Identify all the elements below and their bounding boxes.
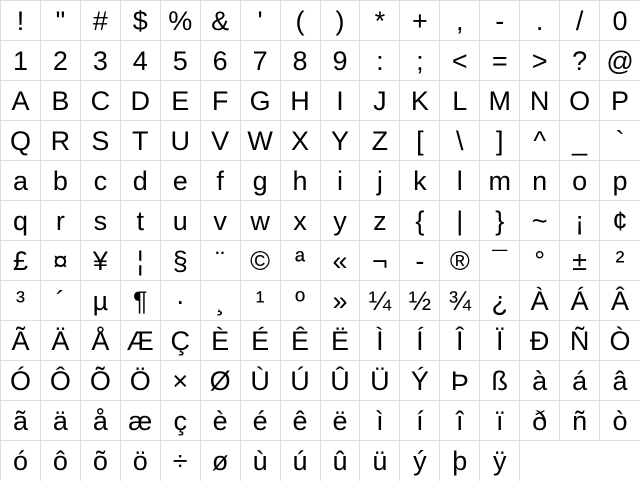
char-cell[interactable]: 6: [201, 41, 241, 81]
char-cell[interactable]: ü: [360, 441, 400, 481]
char-cell[interactable]: Ó: [1, 361, 41, 401]
char-cell[interactable]: Ç: [161, 321, 201, 361]
char-cell[interactable]: C: [81, 81, 121, 121]
char-cell[interactable]: ~: [520, 201, 560, 241]
char-cell[interactable]: Ð: [520, 321, 560, 361]
char-cell[interactable]: *: [360, 1, 400, 41]
char-cell[interactable]: a: [1, 161, 41, 201]
empty-cells: [520, 441, 640, 481]
char-cell[interactable]: N: [520, 81, 560, 121]
char-cell[interactable]: Ñ: [560, 321, 600, 361]
char-cell[interactable]: í: [400, 401, 440, 441]
char-cell[interactable]: s: [81, 201, 121, 241]
char-cell[interactable]: Á: [560, 281, 600, 321]
char-cell[interactable]: ®: [440, 241, 480, 281]
char-cell[interactable]: (: [281, 1, 321, 41]
char-cell[interactable]: ^: [520, 121, 560, 161]
char-cell[interactable]: ¼: [360, 281, 400, 321]
char-cell[interactable]: Ü: [360, 361, 400, 401]
char-cell[interactable]: v: [201, 201, 241, 241]
char-cell[interactable]: U: [161, 121, 201, 161]
char-cell[interactable]: 3: [81, 41, 121, 81]
char-cell[interactable]: 4: [121, 41, 161, 81]
char-cell[interactable]: g: [241, 161, 281, 201]
char-cell[interactable]: X: [281, 121, 321, 161]
char-cell[interactable]: ": [41, 1, 81, 41]
char-cell[interactable]: <: [440, 41, 480, 81]
char-cell[interactable]: Æ: [121, 321, 161, 361]
char-cell[interactable]: H: [281, 81, 321, 121]
char-cell[interactable]: ¸: [201, 281, 241, 321]
char-cell[interactable]: y: [321, 201, 361, 241]
char-cell[interactable]: Ã: [1, 321, 41, 361]
char-cell[interactable]: «: [321, 241, 361, 281]
char-cell[interactable]: ¬: [360, 241, 400, 281]
char-cell[interactable]: £: [1, 241, 41, 281]
char-cell[interactable]: Å: [81, 321, 121, 361]
char-cell[interactable]: Ú: [281, 361, 321, 401]
char-cell[interactable]: Y: [321, 121, 361, 161]
char-cell[interactable]: þ: [440, 441, 480, 481]
char-cell[interactable]: e: [161, 161, 201, 201]
char-cell[interactable]: @: [600, 41, 640, 81]
char-cell[interactable]: n: [520, 161, 560, 201]
char-cell[interactable]: B: [41, 81, 81, 121]
char-cell[interactable]: d: [121, 161, 161, 201]
char-cell[interactable]: Î: [440, 321, 480, 361]
char-cell[interactable]: q: [1, 201, 41, 241]
char-cell[interactable]: ·: [161, 281, 201, 321]
char-cell[interactable]: ¨: [201, 241, 241, 281]
char-cell[interactable]: ;: [400, 41, 440, 81]
char-cell[interactable]: Û: [321, 361, 361, 401]
char-cell[interactable]: ¯: [480, 241, 520, 281]
char-cell[interactable]: ã: [1, 401, 41, 441]
char-cell[interactable]: ß: [480, 361, 520, 401]
char-cell[interactable]: ¾: [440, 281, 480, 321]
char-cell[interactable]: ): [321, 1, 361, 41]
char-cell[interactable]: ½: [400, 281, 440, 321]
char-cell[interactable]: Ä: [41, 321, 81, 361]
char-cell[interactable]: ¶: [121, 281, 161, 321]
char-cell[interactable]: Ö: [121, 361, 161, 401]
char-cell[interactable]: û: [321, 441, 361, 481]
char-cell[interactable]: K: [400, 81, 440, 121]
char-cell[interactable]: Ô: [41, 361, 81, 401]
char-cell[interactable]: +: [400, 1, 440, 41]
char-cell[interactable]: ©: [241, 241, 281, 281]
char-cell[interactable]: $: [121, 1, 161, 41]
char-cell[interactable]: %: [161, 1, 201, 41]
char-cell[interactable]: w: [241, 201, 281, 241]
char-cell[interactable]: k: [400, 161, 440, 201]
char-cell[interactable]: ì: [360, 401, 400, 441]
char-cell[interactable]: ö: [121, 441, 161, 481]
char-cell[interactable]: S: [81, 121, 121, 161]
char-cell[interactable]: È: [201, 321, 241, 361]
char-cell[interactable]: .: [520, 1, 560, 41]
char-cell[interactable]: o: [560, 161, 600, 201]
char-cell[interactable]: Z: [360, 121, 400, 161]
char-cell[interactable]: &: [201, 1, 241, 41]
char-cell[interactable]: ?: [560, 41, 600, 81]
char-cell[interactable]: z: [360, 201, 400, 241]
char-cell[interactable]: î: [440, 401, 480, 441]
char-cell[interactable]: ô: [41, 441, 81, 481]
char-cell[interactable]: ò: [600, 401, 640, 441]
char-cell[interactable]: ´: [41, 281, 81, 321]
char-cell[interactable]: 9: [321, 41, 361, 81]
char-cell[interactable]: R: [41, 121, 81, 161]
char-cell[interactable]: Ì: [360, 321, 400, 361]
char-cell[interactable]: ê: [281, 401, 321, 441]
char-cell[interactable]: ]: [480, 121, 520, 161]
char-cell[interactable]: å: [81, 401, 121, 441]
char-cell[interactable]: ø: [201, 441, 241, 481]
char-cell[interactable]: ý: [400, 441, 440, 481]
char-cell[interactable]: ±: [560, 241, 600, 281]
char-cell[interactable]: ï: [480, 401, 520, 441]
char-cell[interactable]: Â: [600, 281, 640, 321]
char-cell[interactable]: ¤: [41, 241, 81, 281]
char-cell[interactable]: \: [440, 121, 480, 161]
char-cell[interactable]: x: [281, 201, 321, 241]
char-cell[interactable]: ²: [600, 241, 640, 281]
char-cell[interactable]: c: [81, 161, 121, 201]
char-cell[interactable]: ¡: [560, 201, 600, 241]
char-cell[interactable]: #: [81, 1, 121, 41]
char-cell[interactable]: ,: [440, 1, 480, 41]
char-cell[interactable]: ñ: [560, 401, 600, 441]
char-cell[interactable]: 1: [1, 41, 41, 81]
char-cell[interactable]: É: [241, 321, 281, 361]
char-cell[interactable]: ÷: [161, 441, 201, 481]
char-cell[interactable]: m: [480, 161, 520, 201]
char-cell[interactable]: ä: [41, 401, 81, 441]
char-cell[interactable]: ': [241, 1, 281, 41]
char-cell[interactable]: Ë: [321, 321, 361, 361]
char-cell[interactable]: I: [321, 81, 361, 121]
char-cell[interactable]: â: [600, 361, 640, 401]
char-cell[interactable]: M: [480, 81, 520, 121]
char-cell[interactable]: 7: [241, 41, 281, 81]
char-cell[interactable]: u: [161, 201, 201, 241]
char-cell[interactable]: ¥: [81, 241, 121, 281]
char-cell[interactable]: F: [201, 81, 241, 121]
char-cell[interactable]: ó: [1, 441, 41, 481]
char-cell[interactable]: ¢: [600, 201, 640, 241]
char-cell[interactable]: L: [440, 81, 480, 121]
char-cell[interactable]: i: [321, 161, 361, 201]
char-cell[interactable]: ª: [281, 241, 321, 281]
char-cell[interactable]: -: [480, 1, 520, 41]
char-cell[interactable]: Ø: [201, 361, 241, 401]
char-cell[interactable]: =: [480, 41, 520, 81]
char-cell[interactable]: ë: [321, 401, 361, 441]
char-cell[interactable]: Ê: [281, 321, 321, 361]
char-cell[interactable]: á: [560, 361, 600, 401]
char-cell[interactable]: Ý: [400, 361, 440, 401]
char-cell[interactable]: r: [41, 201, 81, 241]
char-cell[interactable]: j: [360, 161, 400, 201]
char-cell[interactable]: p: [600, 161, 640, 201]
char-cell[interactable]: /: [560, 1, 600, 41]
char-cell[interactable]: ù: [241, 441, 281, 481]
char-cell[interactable]: T: [121, 121, 161, 161]
char-cell[interactable]: µ: [81, 281, 121, 321]
char-cell[interactable]: 2: [41, 41, 81, 81]
char-cell[interactable]: !: [1, 1, 41, 41]
char-cell[interactable]: ×: [161, 361, 201, 401]
char-cell[interactable]: é: [241, 401, 281, 441]
char-cell[interactable]: l: [440, 161, 480, 201]
char-cell[interactable]: G: [241, 81, 281, 121]
char-cell[interactable]: b: [41, 161, 81, 201]
char-cell[interactable]: ¦: [121, 241, 161, 281]
char-cell[interactable]: t: [121, 201, 161, 241]
char-cell[interactable]: è: [201, 401, 241, 441]
char-cell[interactable]: 8: [281, 41, 321, 81]
char-cell[interactable]: {: [400, 201, 440, 241]
char-cell[interactable]: Q: [1, 121, 41, 161]
char-cell[interactable]: O: [560, 81, 600, 121]
char-cell[interactable]: W: [241, 121, 281, 161]
char-cell[interactable]: E: [161, 81, 201, 121]
char-cell[interactable]: º: [281, 281, 321, 321]
char-cell[interactable]: §: [161, 241, 201, 281]
char-cell[interactable]: }: [480, 201, 520, 241]
char-cell[interactable]: V: [201, 121, 241, 161]
char-cell[interactable]: æ: [121, 401, 161, 441]
char-cell[interactable]: [: [400, 121, 440, 161]
char-cell[interactable]: Ò: [600, 321, 640, 361]
char-cell[interactable]: A: [1, 81, 41, 121]
char-cell[interactable]: h: [281, 161, 321, 201]
char-cell[interactable]: »: [321, 281, 361, 321]
char-cell[interactable]: D: [121, 81, 161, 121]
char-cell[interactable]: ÿ: [480, 441, 520, 481]
char-cell[interactable]: `: [600, 121, 640, 161]
char-cell[interactable]: Ï: [480, 321, 520, 361]
char-cell[interactable]: f: [201, 161, 241, 201]
char-cell[interactable]: ³: [1, 281, 41, 321]
char-cell[interactable]: à: [520, 361, 560, 401]
char-cell[interactable]: °: [520, 241, 560, 281]
char-cell[interactable]: _: [560, 121, 600, 161]
char-cell[interactable]: Í: [400, 321, 440, 361]
char-cell[interactable]: Ù: [241, 361, 281, 401]
char-cell[interactable]: :: [360, 41, 400, 81]
char-cell[interactable]: |: [440, 201, 480, 241]
char-cell[interactable]: 0: [600, 1, 640, 41]
char-cell[interactable]: 5: [161, 41, 201, 81]
char-cell[interactable]: >: [520, 41, 560, 81]
char-cell[interactable]: ¿: [480, 281, 520, 321]
char-cell[interactable]: Õ: [81, 361, 121, 401]
char-cell[interactable]: Þ: [440, 361, 480, 401]
char-cell[interactable]: ð: [520, 401, 560, 441]
char-cell[interactable]: ¹: [241, 281, 281, 321]
char-cell[interactable]: õ: [81, 441, 121, 481]
char-cell[interactable]: À: [520, 281, 560, 321]
char-cell[interactable]: J: [360, 81, 400, 121]
char-cell[interactable]: P: [600, 81, 640, 121]
char-cell[interactable]: -: [400, 241, 440, 281]
char-cell[interactable]: ú: [281, 441, 321, 481]
char-cell[interactable]: ç: [161, 401, 201, 441]
